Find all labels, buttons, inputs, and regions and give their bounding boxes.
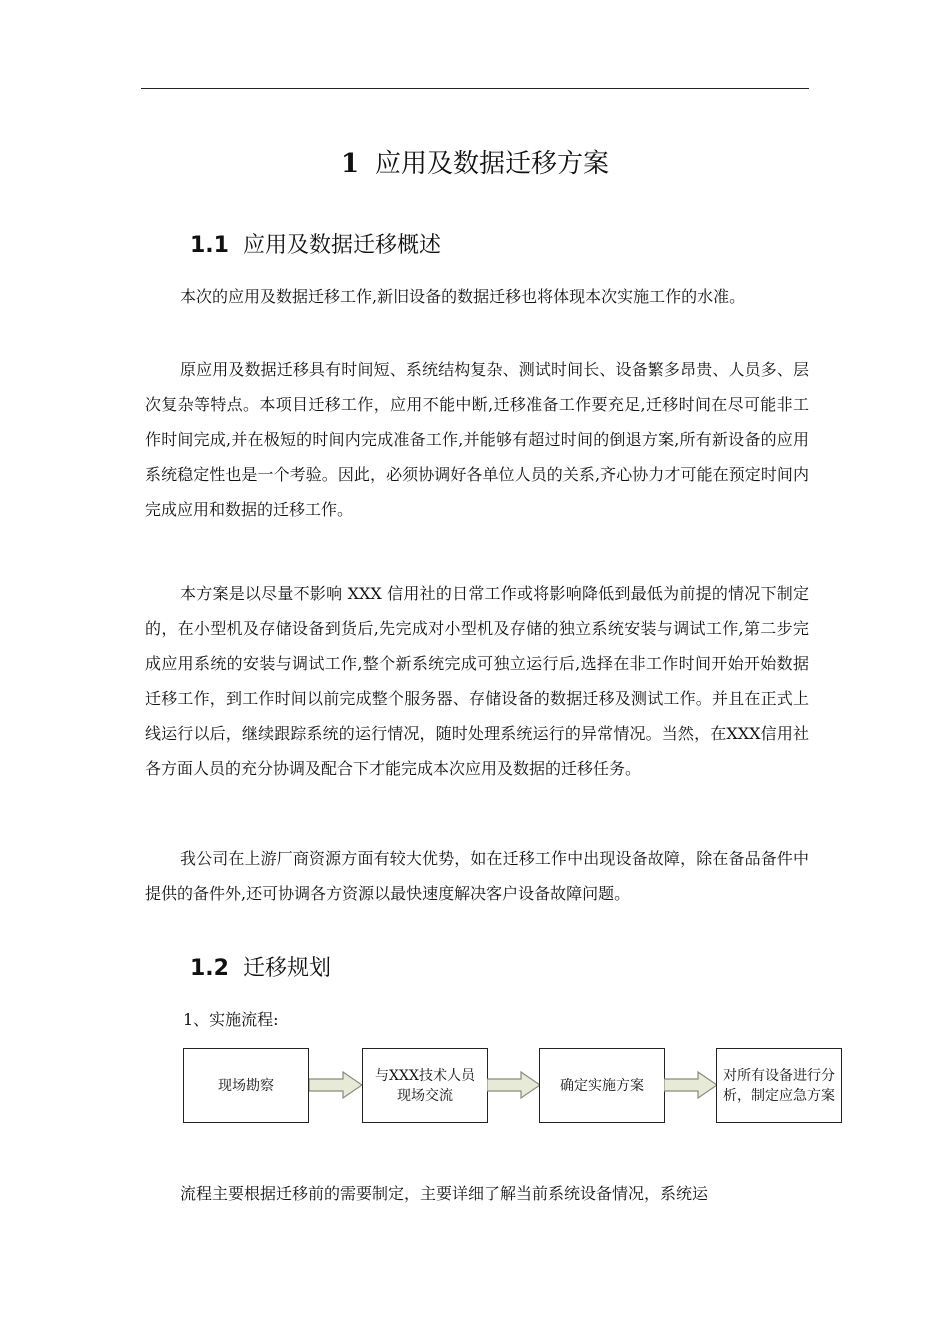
paragraph-1: 本次的应用及数据迁移工作,新旧设备的数据迁移也将体现本次实施工作的水准。 bbox=[180, 287, 746, 306]
section-title: 应用及数据迁移概述 bbox=[243, 233, 442, 258]
chapter-title bbox=[141, 142, 809, 186]
flow-arrow-icon bbox=[309, 1070, 363, 1100]
flow-step-emergency-plan: 对所有设备进行分析，制定应急方案 bbox=[716, 1048, 842, 1123]
flow-arrow-icon bbox=[664, 1070, 718, 1100]
section-heading-1-1 bbox=[190, 229, 441, 263]
flow-step-confirm-plan: 确定实施方案 bbox=[539, 1048, 665, 1123]
paragraph-2: 原应用及数据迁移具有时间短、系统结构复杂、测试时间长、设备繁多昂贵、人员多、层次复杂等特点。本项目迁移工作，应用不能中断,迁移准备工作要充足,迁移时间在尽可能非工作时间完成,并在极短的时间内完成准备工作,并能够有超过时间的倒退方案,所有新设备的应用系统稳定性也是一个考验。因此，必须协调好各单位人员的关系,齐心协力才可能在预定时间内完成应用和数据的迁移工作。 bbox=[145, 360, 809, 519]
chapter-title-text: 应用及数据迁移方案 bbox=[375, 149, 610, 179]
paragraph-3: 本方案是以尽量不影响 XXX 信用社的日常工作或将影响降低到最低为前提的情况下制定的，在小型机及存储设备到货后,先完成对小型机及存储的独立系统安装与调试工作,第二步完成应用系统的安装与调试工作,整个新系统完成可独立运行后,选择在非工作时间开始开始数据迁移工作，到工作时间以前完成整个服务器、存储设备的数据迁移及测试工作。并且在正式上线运行以后，继续跟踪系统的运行情况，随时处理系统运行的异常情况。当然，在XXX信用社各方面人员的充分协调及配合下才能完成本次应用及数据的迁移任务。 bbox=[145, 584, 809, 778]
section-number: 1.2 bbox=[190, 956, 229, 981]
paragraph-4: 我公司在上游厂商资源方面有较大优势，如在迁移工作中出现设备故障，除在备品备件中提供的备件外,还可协调各方资源以最快速度解决客户设备故障问题。 bbox=[145, 849, 809, 903]
flow-step-tech-exchange: 与XXX技术人员现场交流 bbox=[362, 1048, 488, 1123]
chapter-number: 1 bbox=[340, 149, 360, 179]
header-rule bbox=[141, 88, 809, 89]
flow-step-site-survey: 现场勘察 bbox=[183, 1048, 309, 1123]
section-title: 迁移规划 bbox=[243, 956, 332, 981]
trailing-paragraph: 流程主要根据迁移前的需要制定，主要详细了解当前系统设备情况，系统运 bbox=[180, 1184, 709, 1203]
section-heading-1-2 bbox=[190, 952, 331, 986]
flow-label: 1、实施流程: bbox=[183, 1010, 279, 1029]
section-number: 1.1 bbox=[190, 233, 229, 258]
flow-arrow-icon bbox=[487, 1070, 541, 1100]
